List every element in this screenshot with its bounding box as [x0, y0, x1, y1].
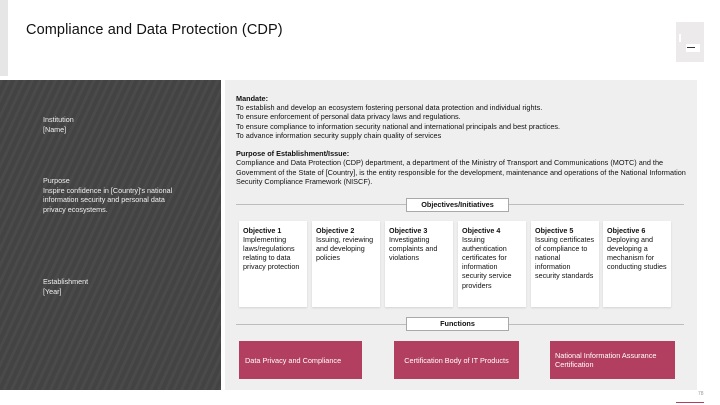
objective-text: Issuing, reviewing and developing policies — [316, 235, 374, 263]
page-title: Compliance and Data Protection (CDP) — [26, 22, 283, 38]
objectives-heading: Objectives/Initiatives — [406, 198, 509, 212]
mandate-heading: Mandate: — [236, 94, 269, 103]
objective-text: Issuing authentication certificates for information security service providers — [462, 235, 512, 290]
purpose-of-establishment-text: Compliance and Data Protection (CDP) department, a department of the Ministry of Transport and Communications (MOTC) and the Government of the State of [Country], is the entity responsible for the development, maintenance and operations of the National Information Security Compliance Framework (NISCF). — [236, 158, 686, 187]
objective-title: Objective 6 — [607, 226, 646, 235]
objective-card-1 — [239, 221, 307, 307]
institution-block — [43, 115, 74, 134]
purpose-value: Inspire confidence in [Country]'s national information security and personal data privacy ecosystems. — [43, 185, 173, 214]
objective-text: Deploying and developing a mechanism for conducting studies — [607, 235, 667, 272]
institution-label: Institution — [43, 115, 74, 124]
purpose-of-establishment-section — [236, 149, 688, 187]
mandate-line: To ensure compliance to information security national and international principals and best practices. — [236, 121, 561, 131]
footer-accent-line — [676, 402, 704, 403]
mandate-line: To establish and develop an ecosystem fostering personal data protection and individual rights. — [236, 103, 543, 113]
page-number: 78 — [698, 391, 704, 397]
function-data-privacy — [239, 341, 362, 379]
objective-card-2 — [312, 221, 380, 307]
objective-title: Objective 2 — [316, 226, 355, 235]
logo-icon — [676, 22, 704, 62]
purpose-label: Purpose — [43, 176, 70, 185]
objective-card-6 — [603, 221, 671, 307]
objective-title: Objective 4 — [462, 226, 501, 235]
institution-value: [Name] — [43, 124, 67, 134]
mandate-line: To advance information security supply chain quality of services — [236, 130, 442, 140]
purpose-of-establishment-heading: Purpose of Establishment/Issue: — [236, 149, 350, 158]
institution-info-panel — [0, 80, 221, 390]
establishment-label: Establishment — [43, 277, 89, 286]
purpose-block — [43, 176, 178, 214]
mandate-section — [236, 94, 686, 140]
mandate-line: To ensure enforcement of personal data privacy laws and regulations. — [236, 112, 461, 122]
objective-title: Objective 5 — [535, 226, 574, 235]
objective-title: Objective 1 — [243, 226, 282, 235]
function-label: Data Privacy and Compliance — [245, 355, 342, 365]
title-accent-bar — [0, 0, 8, 76]
objective-text: Implementing laws/regulations relating to data privacy protection — [243, 235, 300, 272]
objective-title: Objective 3 — [389, 226, 428, 235]
objective-card-4 — [458, 221, 526, 307]
establishment-value: [Year] — [43, 286, 62, 296]
objective-card-5 — [531, 221, 599, 307]
establishment-block — [43, 277, 88, 296]
objective-text: Investigating complaints and violations — [389, 235, 438, 263]
function-label: National Information Assurance Certification — [555, 351, 657, 369]
function-label: Certification Body of IT Products — [404, 355, 509, 365]
function-national-assurance — [550, 341, 675, 379]
functions-heading: Functions — [406, 317, 509, 331]
function-certification-body — [394, 341, 519, 379]
objective-text: Issuing certificates of compliance to national information security standards — [535, 235, 595, 281]
objective-card-3 — [385, 221, 453, 307]
